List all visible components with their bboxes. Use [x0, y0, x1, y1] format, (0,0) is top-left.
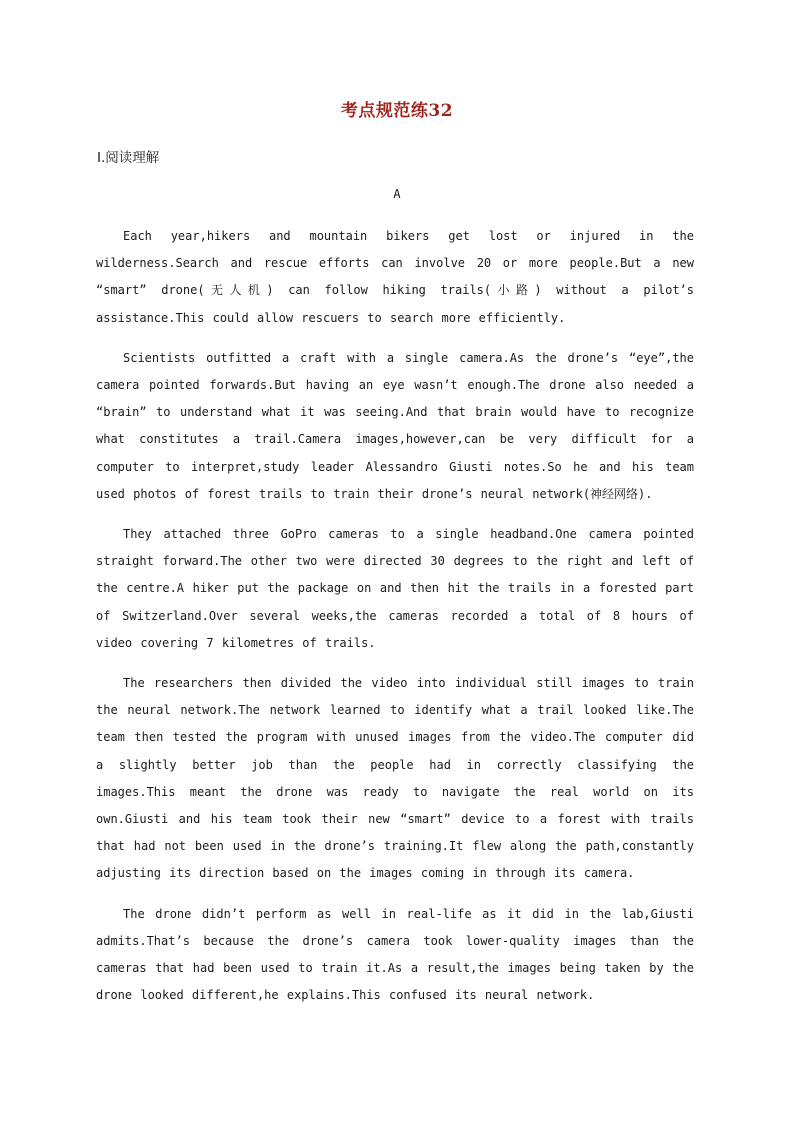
- section-heading: Ⅰ.阅读理解: [97, 150, 160, 166]
- paragraph-4: The researchers then divided the video into individual still images to train the neural network.The network learned to identify what a trail looked like.The team then tested the program with unused images from the video.The computer did a slightly better job than the people had in correctly classifying the images.This meant the drone was ready to navigate the real world on its own.Giusti and his team took their new “smart” device to a forest with trails that had not been used in the drone’s training.It flew along the path,constantly adjusting its direction based on the images coming in through its camera.: [96, 676, 694, 881]
- paragraph-1: Each year,hikers and mountain bikers get lost or injured in the wilderness.Search and rescue efforts can involve 20 or more people.But a new “smart” drone(无人机) can follow hiking trails(小路) without a pilot’s assistance.This could allow rescuers to search more efficiently.: [96, 229, 694, 325]
- paragraph-2: Scientists outfitted a craft with a single camera.As the drone’s “eye”,the camera pointed forwards.But having an eye wasn’t enough.The drone also needed a “brain” to understand what it was seeing.And that brain would have to recognize what constitutes a trail.Camera images,however,can be very difficult for a computer to interpret,study leader Alessandro Giusti notes.So he and his team used photos of forest trails to train their drone’s neural network(神经网络).: [96, 350, 694, 501]
- passage-label: A: [393, 187, 401, 201]
- paragraph-3: They attached three GoPro cameras to a single headband.One camera pointed straight forward.The other two were directed 30 degrees to the right and left of the centre.A hiker put the package on and then hit the trails in a forested part of Switzerland.Over several weeks,the cameras recorded a total of 8 hours of video covering 7 kilometres of trails.: [96, 527, 694, 650]
- paragraph-5: The drone didn’t perform as well in real-life as it did in the lab,Giusti admits.That’s because the drone’s camera took lower-quality images than the cameras that had been used to train it.As a result,the images being taken by the drone looked different,he explains.This confused its neural network.: [96, 906, 694, 1003]
- page-title: 考点规范练32: [340, 101, 454, 121]
- passage-body: [96, 223, 694, 1022]
